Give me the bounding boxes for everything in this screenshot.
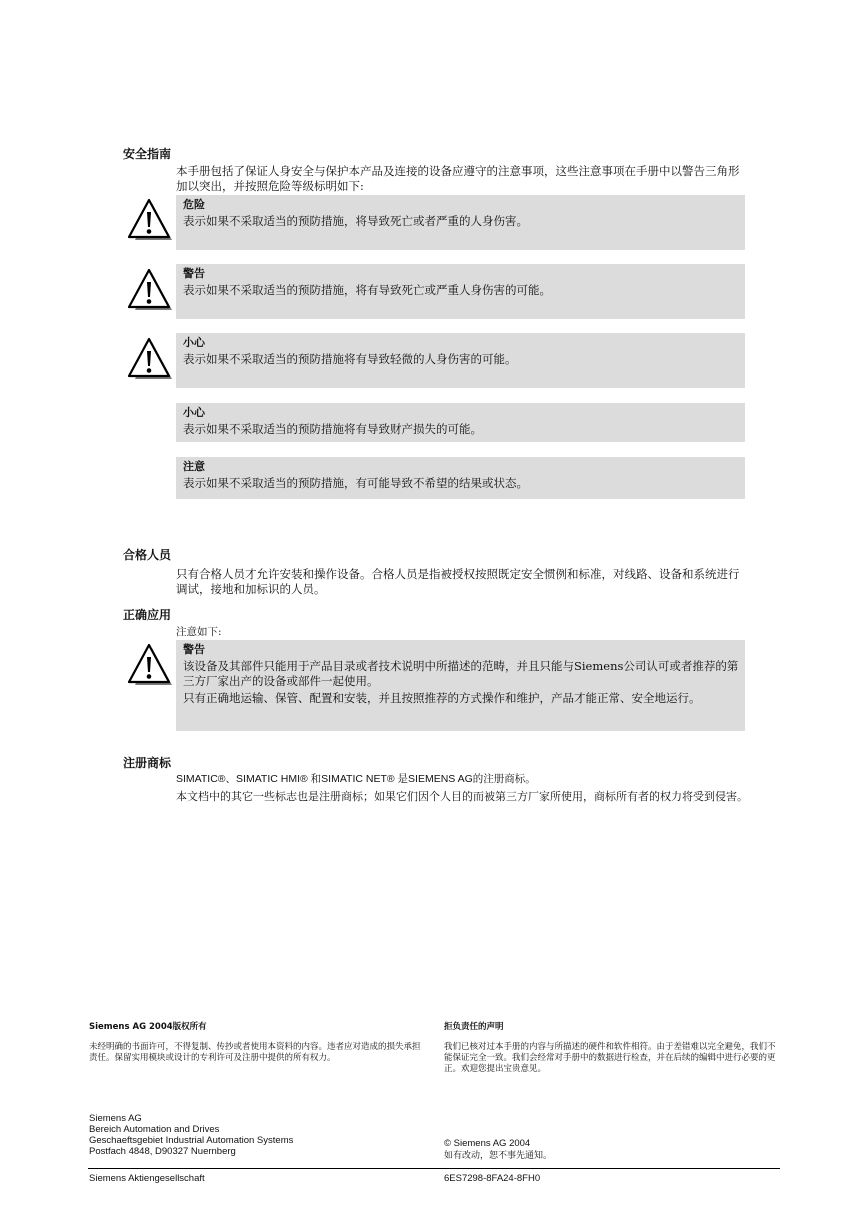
caution-box [176, 333, 745, 388]
footer-divider [88, 1168, 780, 1169]
caution-property-box [176, 403, 745, 442]
section-heading-trademarks: 注册商标 [123, 756, 172, 770]
disclaimer-title: 拒负责任的声明 [444, 1022, 504, 1032]
warning-triangle-icon [127, 337, 173, 381]
warning-box [176, 264, 745, 319]
address-line: Bereich Automation and Drives [89, 1124, 220, 1135]
notice-title: 注意 [183, 460, 205, 473]
copyright-text: 未经明确的书面许可，不得复制、传抄或者使用本资料的内容。违者应对造成的损失承担责任。保留实用模块或设计的专利许可及注册中提供的所有权力。 [89, 1042, 421, 1063]
trademarks-line2: 本文档中的其它一些标志也是注册商标；如果它们因个人目的而被第三方厂家所使用，商标所有者的权力将受到侵害。 [176, 790, 748, 803]
address-line: Postfach 4848, D90327 Nuernberg [89, 1146, 236, 1157]
correct-use-warning-text2: 只有正确地运输、保管、配置和安装，并且按照推荐的方式操作和维护，产品才能正常、安全地运行。 [183, 691, 701, 705]
danger-text: 表示如果不采取适当的预防措施，将导致死亡或者严重的人身伤害。 [183, 214, 528, 228]
company-name: Siemens Aktiengesellschaft [89, 1173, 205, 1184]
disclaimer-text: 我们已核对过本手册的内容与所描述的硬件和软件相符。由于差错难以完全避免，我们不能保证完全一致。我们会经常对手册中的数据进行检查，并在后续的编辑中进行必要的更正。欢迎您提出宝贵意见。 [444, 1042, 776, 1074]
safety-intro: 本手册包括了保证人身安全与保护本产品及连接的设备应遵守的注意事项，这些注意事项在手册中以警告三角形加以突出，并按照危险等级标明如下: [176, 164, 740, 193]
warning-triangle-icon [127, 198, 173, 242]
caution-property-text: 表示如果不采取适当的预防措施将有导致财产损失的可能。 [183, 422, 482, 436]
correct-use-warning-box [176, 640, 745, 731]
danger-box [176, 195, 745, 250]
copyright-line: © Siemens AG 2004 [444, 1138, 531, 1149]
caution-title: 小心 [183, 336, 205, 349]
warning-text: 表示如果不采取适当的预防措施，将有导致死亡或严重人身伤害的可能。 [183, 283, 551, 297]
correct-use-warning-text1: 该设备及其部件只能用于产品目录或者技术说明中所描述的范畴，并且只能与Siemens公司认可或者推荐的第三方厂家出产的设备或部件一起使用。 [183, 659, 739, 688]
qualified-text: 只有合格人员才允许安装和操作设备。合格人员是指被授权按照既定安全惯例和标准，对线路、设备和系统进行调试，接地和加标识的人员。 [176, 567, 740, 596]
section-heading-safety: 安全指南 [123, 147, 172, 161]
section-heading-qualified: 合格人员 [123, 548, 172, 562]
caution-property-title: 小心 [183, 406, 205, 419]
copyright-title: Siemens AG 2004版权所有 [89, 1022, 207, 1032]
warning-triangle-icon [127, 643, 173, 687]
trademarks-line1: SIMATIC®、SIMATIC HMI® 和SIMATIC NET® 是SIEMENS AG的注册商标。 [176, 773, 536, 785]
change-notice: 如有改动，恕不事先通知。 [444, 1151, 553, 1161]
notice-text: 表示如果不采取适当的预防措施，有可能导致不希望的结果或状态。 [183, 476, 528, 490]
warning-triangle-icon [127, 268, 173, 312]
address-line: Geschaeftsgebiet Industrial Automation Systems [89, 1135, 294, 1146]
order-number: 6ES7298-8FA24-8FH0 [444, 1173, 541, 1184]
warning-title: 警告 [183, 267, 205, 280]
address-line: Siemens AG [89, 1113, 142, 1124]
correct-use-warning-title: 警告 [183, 643, 205, 656]
danger-title: 危险 [183, 198, 205, 211]
correct-use-note: 注意如下: [176, 626, 222, 638]
caution-text: 表示如果不采取适当的预防措施将有导致轻微的人身伤害的可能。 [183, 352, 517, 366]
address-block [89, 1113, 419, 1157]
notice-box [176, 457, 745, 499]
section-heading-correct-use: 正确应用 [123, 608, 172, 622]
